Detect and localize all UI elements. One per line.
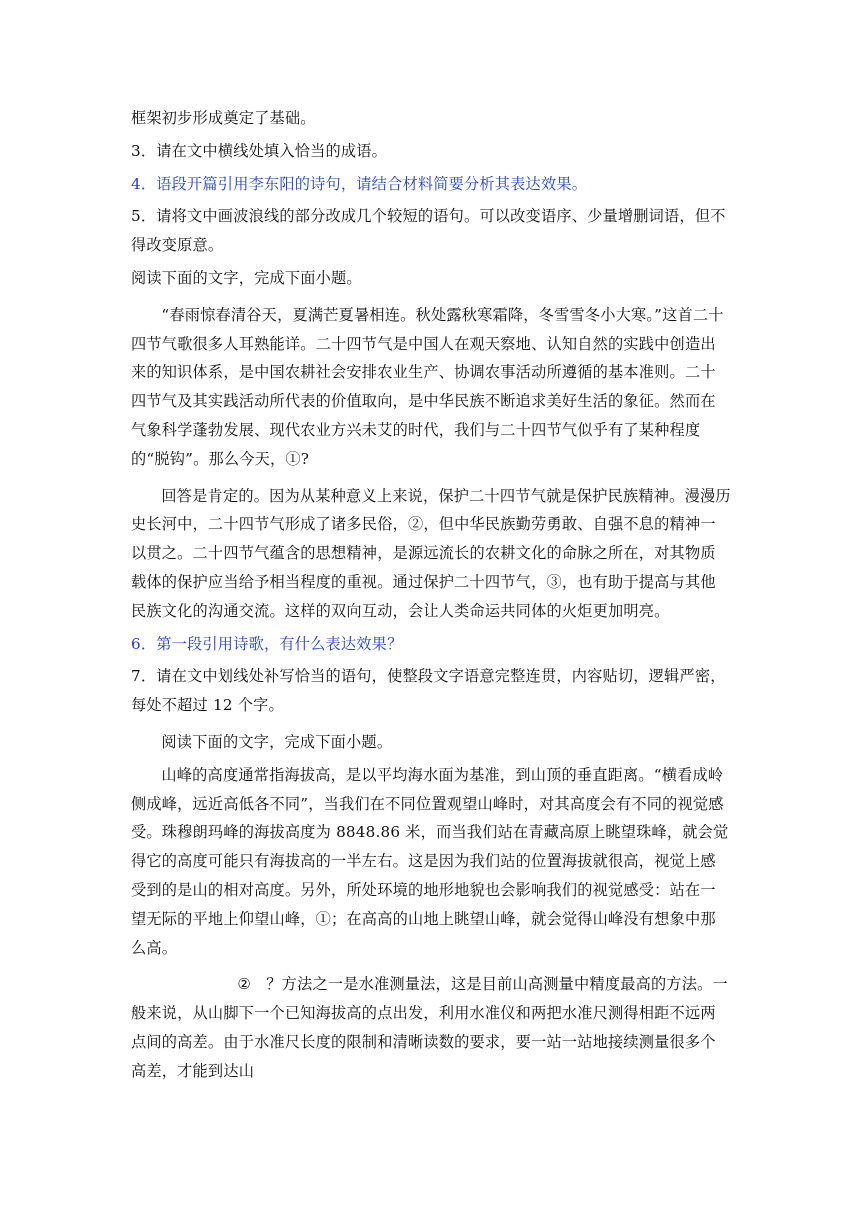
question-3: 3．请在文中横线处填入恰当的成语。	[131, 141, 388, 160]
passage-2-paragraph-2-text: ？方法之一是水准测量法，这是目前山高测量中精度最高的方法。一般来说，从山脚下一个已知海拔高的点出发，利用水准仪和两把水准尺测得相距不远两点间的高差。由于水准尺长度的限制和清晰读数的要求，要一站一站地接续测量很多个高差，才能到达山	[131, 975, 728, 1080]
passage-2-paragraph-1: 山峰的高度通常指海拔高，是以平均海水面为基准，到山顶的垂直距离。“横看成岭侧成峰，远近高低各不同”，当我们在不同位置观望山峰时，对其高度会有不同的视觉感受。珠穆朗玛峰的海拔高度为 8848.86 米，而当我们站在青藏高原上眺望珠峰，就会觉得它的高度可能只有海拔高的一半左右。这是因为我们站的位置海拔就很高，视觉上感受到的是山的相对高度。另外，所处环境的地形地貌也会影响我们的视觉感受：站在一望无际的平地上仰望山峰，①；在高高的山地上眺望山峰，就会觉得山峰没有想象中那么高。	[131, 765, 729, 957]
reading-instruction-1: 阅读下面的文字，完成下面小题。	[131, 268, 362, 287]
reading-instruction-2: 阅读下面的文字，完成下面小题。	[161, 732, 393, 751]
passage-1-paragraph-2: 回答是肯定的。因为从某种意义上来说，保护二十四节气就是保护民族精神。漫漫历史长河中，二十四节气形成了诸多民俗，②，但中华民族勤劳勇敢、自强不息的精神一以贯之。二十四节气蕴含的思想精神，是源远流长的农耕文化的命脉之所在，对其物质载体的保护应当给予相当程度的重视。通过保护二十四节气，③，也有助于提高与其他民族文化的沟通交流。这样的双向互动，会让人类命运共同体的火炬更加明亮。	[131, 486, 731, 620]
blank-2-marker: ②	[237, 975, 252, 994]
document-body	[131, 104, 731, 1086]
passage-tail-line: 框架初步形成奠定了基础。	[131, 109, 316, 127]
question-6: 6．第一段引用诗歌，有什么表达效果？	[131, 634, 403, 653]
question-7: 7．请在文中划线处补写恰当的语句，使整段文字语意完整连贯，内容贴切，逻辑严密，每处不超过 12 个字。	[131, 667, 726, 715]
question-5: 5．请将文中画波浪线的部分改成几个较短的语句。可以改变语序、少量增删词语，但不得改变原意。	[131, 207, 726, 255]
question-4: 4．语段开篇引用李东阳的诗句，请结合材料简要分析其表达效果。	[131, 174, 588, 193]
passage-1-paragraph-1: “春雨惊春清谷天，夏满芒夏暑相连。秋处露秋寒霜降，冬雪雪冬小大寒。”这首二十四节气歌很多人耳熟能详。二十四节气是中国人在观天察地、认知自然的实践中创造出来的知识体系，是中国农耕社会安排农业生产、协调农事活动所遵循的基本准则。二十四节气及其实践活动所代表的价值取向，是中华民族不断追求美好生活的象征。然而在气象科学蓬勃发展、现代农业方兴未艾的时代，我们与二十四节气似乎有了某种程度的“脱钩”。那么今天，①?	[131, 305, 724, 468]
passage-2-paragraph-2	[131, 970, 731, 1085]
